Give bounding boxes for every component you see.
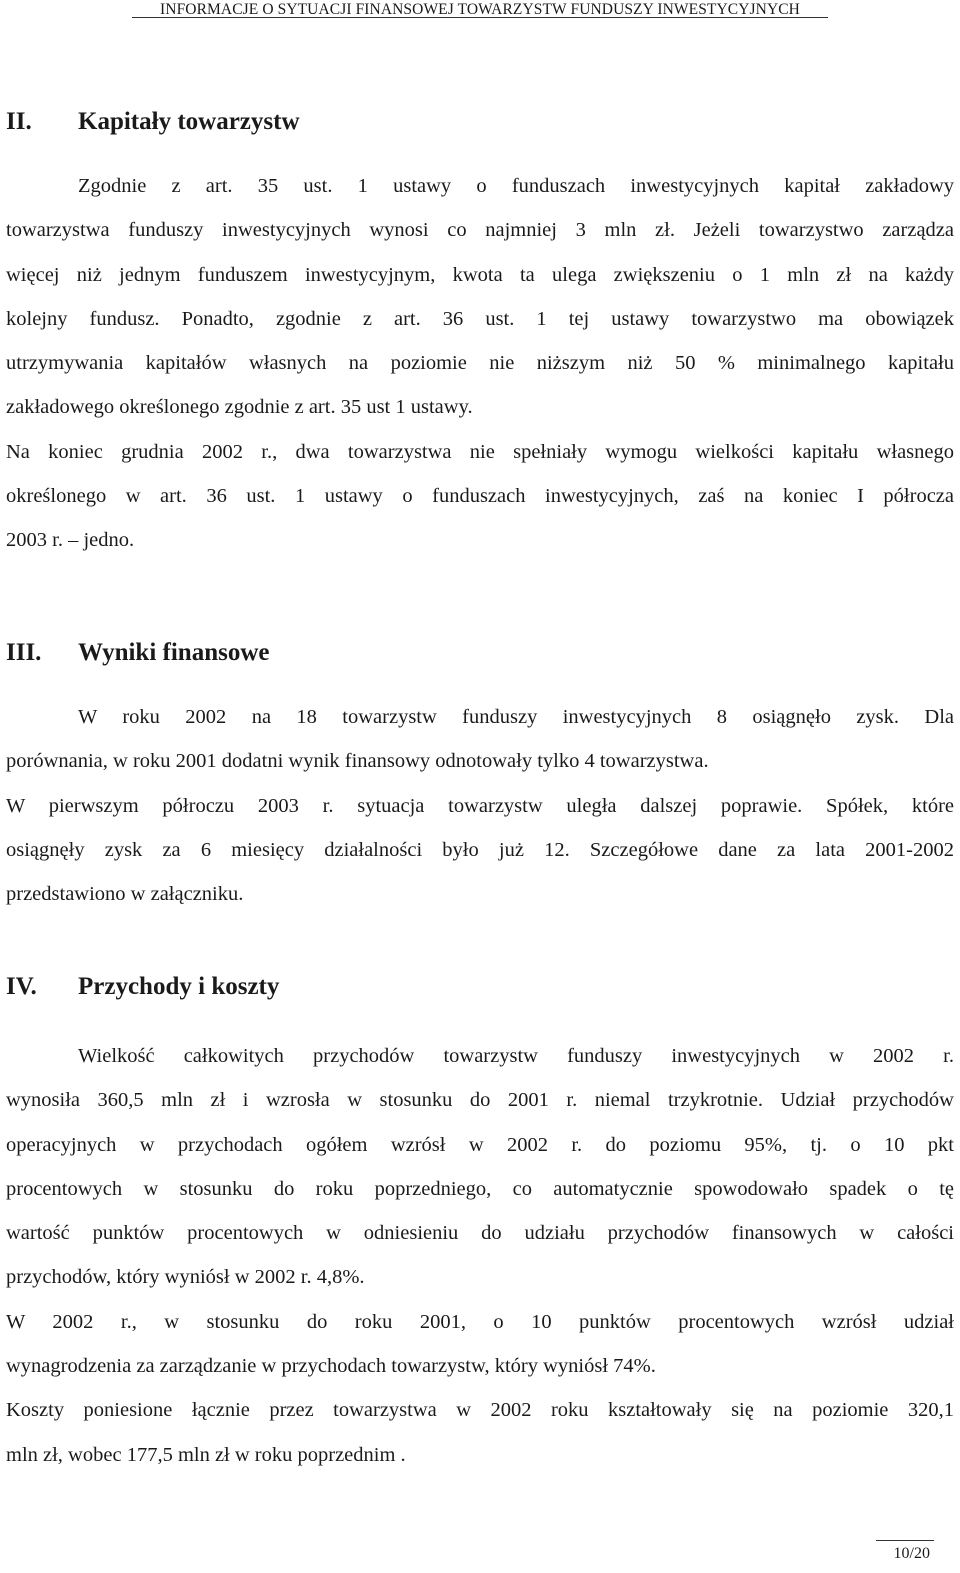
text-line: mln zł, wobec 177,5 mln zł w roku poprzednim . bbox=[6, 1443, 406, 1466]
header-title: INFORMACJE O SYTUACJI FINANSOWEJ TOWARZYSTW FUNDUSZY INWESTYCYJNYCH bbox=[160, 1, 800, 18]
text-line: Na koniec grudnia 2002 r., dwa towarzystwa nie spełniały wymogu wielkości kapitału własnego bbox=[6, 440, 954, 463]
text-line: utrzymywania kapitałów własnych na poziomie nie niższym niż 50 % minimalnego kapitału bbox=[6, 352, 954, 375]
text-line: przychodów, który wyniósł w 2002 r. 4,8%. bbox=[6, 1266, 365, 1289]
page-number: 10/20 bbox=[893, 1545, 930, 1562]
text-line: W 2002 r., w stosunku do roku 2001, o 10 punktów procentowych wzrósł udział bbox=[6, 1310, 954, 1333]
text-line: kolejny fundusz. Ponadto, zgodnie z art. 36 ust. 1 tej ustawy towarzystwo ma obowiązek bbox=[6, 307, 954, 330]
section-number: II. bbox=[6, 108, 32, 135]
header-rule bbox=[132, 17, 828, 18]
text-line: porównania, w roku 2001 dodatni wynik finansowy odnotowały tylko 4 towarzystwa. bbox=[6, 750, 709, 773]
section-title: Przychody i koszty bbox=[78, 973, 280, 1000]
section-heading-iii bbox=[6, 639, 269, 667]
text-line: więcej niż jednym funduszem inwestycyjnym, kwota ta ulega zwiększeniu o 1 mln zł na każdy bbox=[6, 263, 954, 286]
text-line: Zgodnie z art. 35 ust. 1 ustawy o funduszach inwestycyjnych kapitał zakładowy bbox=[78, 175, 954, 197]
text-line: procentowych w stosunku do roku poprzedniego, co automatycznie spowodowało spadek o tę bbox=[6, 1177, 954, 1200]
section-title: Kapitały towarzystw bbox=[78, 108, 300, 135]
section-body-iv bbox=[6, 1034, 954, 1477]
footer-rule bbox=[876, 1540, 934, 1541]
text-line: 2003 r. – jedno. bbox=[6, 529, 135, 552]
text-line: wartość punktów procentowych w odniesieniu do udziału przychodów finansowych w całości bbox=[6, 1222, 954, 1245]
text-line: Koszty poniesione łącznie przez towarzystwa w 2002 roku kształtowały się na poziomie 320,1 bbox=[6, 1399, 954, 1422]
section-body-iii bbox=[6, 695, 954, 916]
text-line: wynosiła 360,5 mln zł i wzrosła w stosunku do 2001 r. niemal trzykrotnie. Udział przychodów bbox=[6, 1089, 954, 1112]
text-line: osiągnęły zysk za 6 miesięcy działalności było już 12. Szczegółowe dane za lata 2001-2002 bbox=[6, 838, 954, 861]
text-line: operacyjnych w przychodach ogółem wzrósł w 2002 r. do poziomu 95%, tj. o 10 pkt bbox=[6, 1133, 954, 1156]
text-line: zakładowego określonego zgodnie z art. 35 ust 1 ustawy. bbox=[6, 396, 473, 419]
text-line: W roku 2002 na 18 towarzystw funduszy inwestycyjnych 8 osiągnęło zysk. Dla bbox=[78, 706, 954, 728]
text-line: towarzystwa funduszy inwestycyjnych wynosi co najmniej 3 mln zł. Jeżeli towarzystwo zarządza bbox=[6, 219, 954, 242]
text-line: przedstawiono w załączniku. bbox=[6, 883, 244, 906]
section-number: III. bbox=[6, 639, 42, 666]
section-body-ii bbox=[6, 164, 954, 563]
section-heading-ii bbox=[6, 108, 300, 136]
section-number: IV. bbox=[6, 973, 37, 1000]
text-line: Wielkość całkowitych przychodów towarzystw funduszy inwestycyjnych w 2002 r. bbox=[78, 1045, 954, 1067]
text-line: określonego w art. 36 ust. 1 ustawy o funduszach inwestycyjnych, zaś na koniec I półrocza bbox=[6, 485, 954, 508]
text-line: W pierwszym półroczu 2003 r. sytuacja towarzystw uległa dalszej poprawie. Spółek, które bbox=[6, 794, 954, 817]
text-line: wynagrodzenia za zarządzanie w przychodach towarzystw, który wyniósł 74%. bbox=[6, 1355, 656, 1378]
section-title: Wyniki finansowe bbox=[78, 639, 270, 666]
section-heading-iv bbox=[6, 973, 279, 1001]
